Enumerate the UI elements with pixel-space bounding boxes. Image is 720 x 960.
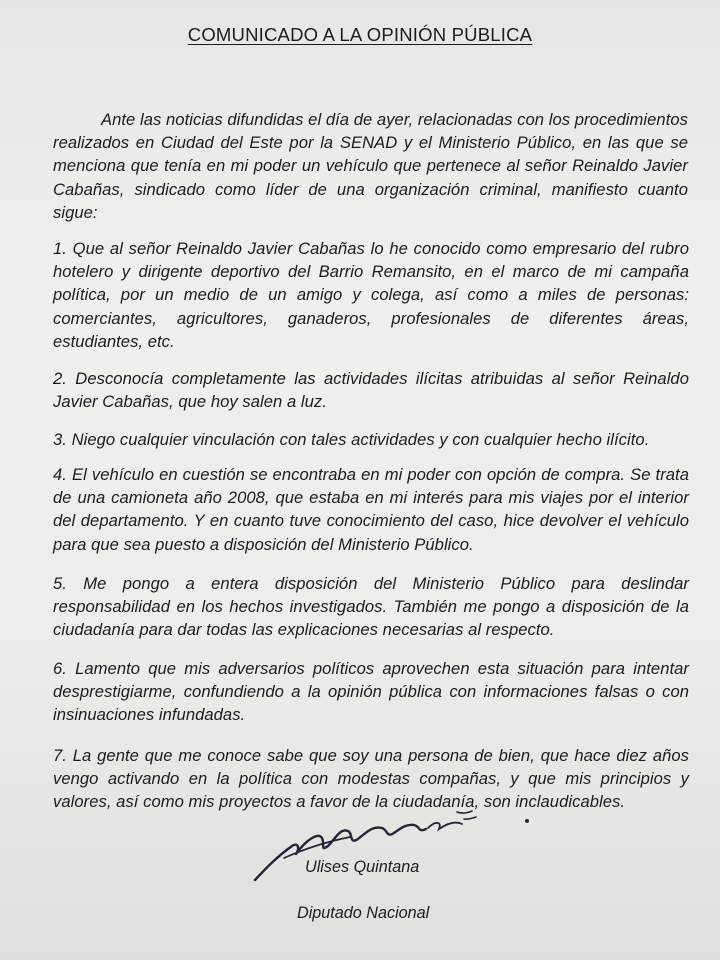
numbered-item-7: 7. La gente que me conoce sabe que soy una persona de bien, que hace diez años vengo activando en la política con modestas compañas, y que mis principios y valores, así como mis proyectos a favor de la ciudadanía, son inclaudicables.: [53, 745, 689, 812]
numbered-item-5: 5. Me pongo a entera disposición del Ministerio Público para deslindar responsabilidad en los hechos investigados. También me pongo a disposición de la ciudadanía para dar todas las explicaciones necesarias al respecto.: [53, 573, 689, 640]
numbered-item-3: 3. Niego cualquier vinculación con tales actividades y con cualquier hecho ilícito.: [53, 429, 650, 449]
document-title-text: COMUNICADO A LA OPINIÓN PÚBLICA: [187, 24, 533, 45]
numbered-item-6: 6. Lamento que mis adversarios políticos aprovechen esta situación para intentar desprestigiarme, confundiendo a la opinión pública con informaciones falsas o con insinuaciones infundadas.: [53, 658, 689, 725]
signer-name: Ulises Quintana: [305, 858, 420, 876]
intro-paragraph: Ante las noticias difundidas el día de ayer, relacionadas con los procedimientos realizados en Ciudad del Este por la SENAD y el Ministerio Público, en las que se menciona que tenía en mi poder un vehículo que pertenece al señor Reinaldo Javier Cabañas, sindicado como líder de una organización criminal, manifiesto cuanto sigue:: [53, 109, 688, 223]
numbered-item-2: 2. Desconocía completamente las actividades ilícitas atribuidas al señor Reinaldo Javier Cabañas, que hoy salen a luz.: [53, 368, 689, 411]
signer-position: Diputado Nacional: [297, 904, 430, 922]
numbered-item-4: 4. El vehículo en cuestión se encontraba en mi poder con opción de compra. Se trata de una camioneta año 2008, que estaba en mi interés para mis viajes por el interior del departamento. Y en cuanto tuve conocimiento del caso, hice devolver el vehículo para que sea puesto a disposición del Ministerio Público.: [53, 464, 689, 554]
ink-dot: [525, 819, 529, 823]
document-title: [0, 24, 720, 46]
numbered-item-1: 1. Que al señor Reinaldo Javier Cabañas lo he conocido como empresario del rubro hotelero y dirigente deportivo del Barrio Remansito, en el marco de mi campaña política, por un medio de un amigo y colega, así como a miles de personas: comerciantes, agricultores, ganaderos, profesionales de diferentes áreas, estudiantes, etc.: [53, 238, 689, 352]
